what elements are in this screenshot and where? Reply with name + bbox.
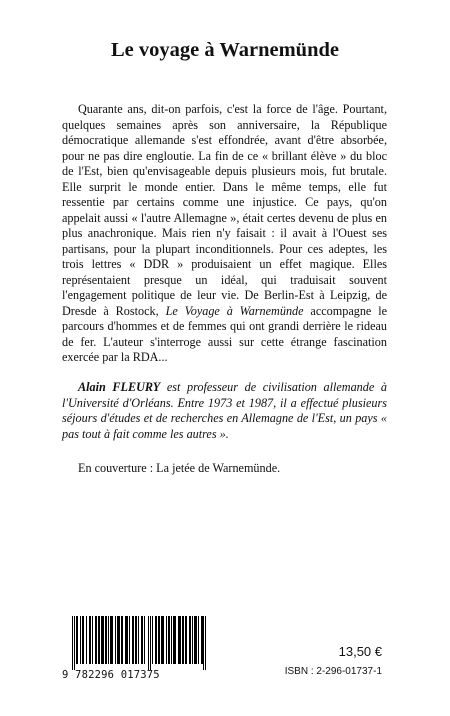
barcode-bar <box>110 616 113 664</box>
barcode-bar <box>76 616 78 664</box>
barcode-bar <box>150 616 151 670</box>
barcode-bar <box>205 616 206 670</box>
barcode-bar <box>138 616 139 664</box>
barcode-bar <box>89 616 91 664</box>
barcode-bar <box>98 616 100 664</box>
barcode-bar <box>185 616 187 664</box>
back-cover-blurb <box>62 102 387 366</box>
barcode-bar <box>171 616 172 664</box>
barcode-bar <box>80 616 81 664</box>
isbn: ISBN : 2-296-01737-1 <box>284 666 382 677</box>
barcode-bar <box>198 616 199 664</box>
barcode-bar <box>125 616 128 664</box>
barcode-bar <box>74 616 75 670</box>
barcode-bar <box>192 616 193 664</box>
blurb-book-title: Le Voyage à Warnemünde <box>165 303 304 318</box>
barcode-bar <box>141 616 143 664</box>
barcode-bar <box>158 616 160 664</box>
barcode-bar <box>168 616 170 664</box>
barcode-bar <box>178 616 181 664</box>
barcode-bar <box>86 616 87 664</box>
cover-note: En couverture : La jetée de Warnemünde. <box>78 461 281 475</box>
barcode-bar <box>203 616 204 670</box>
barcode-bar <box>155 616 157 664</box>
barcode-bar <box>115 616 116 664</box>
barcode-bar <box>121 616 123 664</box>
barcode-digits: 9 782296 017375 <box>62 669 160 681</box>
barcode-bar <box>92 616 93 664</box>
price: 13,50 € <box>338 644 382 659</box>
barcode-bar <box>132 616 134 664</box>
barcode-bar <box>189 616 191 664</box>
barcode-bar <box>135 616 137 664</box>
barcode-bar <box>82 616 84 664</box>
barcode-bar <box>148 616 149 670</box>
barcode-bar <box>152 616 153 664</box>
barcode-bar <box>182 616 184 664</box>
barcode-bar <box>173 616 176 664</box>
barcode-bar <box>166 616 167 664</box>
barcode-bar <box>101 616 104 664</box>
barcode-bar <box>117 616 120 664</box>
barcode-bar <box>129 616 130 664</box>
blurb-paragraph <box>62 102 387 366</box>
barcode-bar <box>108 616 109 664</box>
barcode-bar <box>105 616 107 664</box>
author-bio <box>62 380 387 442</box>
blurb-text-end: accompagne le parcours d'hommes et de femmes qui ont grandi derrière le rideau de fer. L'auteur s'interroge aussi sur cette étrange fascination exercée par la RDA... <box>62 303 388 364</box>
barcode-bar <box>144 616 145 664</box>
barcode-bar <box>72 616 73 670</box>
barcode-bar <box>194 616 197 664</box>
author-bio-text: est professeur de civilisation allemande à l'Université d'Orléans. Entre 1973 et 1987, il a effectué plusieurs séjours d'études et de recherches en Allemagne de l'Est, un pays « pas tout à fait comme les autres ». <box>62 380 387 441</box>
barcode <box>62 616 209 680</box>
author-name: Alain FLEURY <box>78 380 161 394</box>
barcode-bar <box>95 616 97 664</box>
barcode-bar <box>161 616 164 664</box>
barcode-bars <box>70 616 208 670</box>
book-title: Le voyage à Warnemünde <box>111 39 339 61</box>
blurb-text: Quarante ans, dit-on parfois, c'est la force de l'âge. Pourtant, quelques semaines après son anniversaire, la République démocratique allemande s'est effondrée, avant d'être absorbée, pour ne pas dire engloutie. La fin de ce « brillant élève » du bloc de l'Est, bien qu'envisageable depuis plusieurs mois, fut brutale. Elle surprit le monde entier. Dans le même temps, elle fut ressentie par certains comme une injustice. Ce pays, qu'on appelait aussi « l'autre Allemagne », était certes devenu de plus en plus anachronique. Mais rien n'y faisait : il avait à l'Ouest ses partisans, pour la plupart inconditionnels. Pour ces adeptes, les trois lettres « DDR » produisaient un effet magique. Elles représentaient presque un idéal, qui traduisait souvent l'engagement politique de leur vie. De Berlin-Est à Leipzig, de Dresde à Rostock, <box>62 102 387 318</box>
